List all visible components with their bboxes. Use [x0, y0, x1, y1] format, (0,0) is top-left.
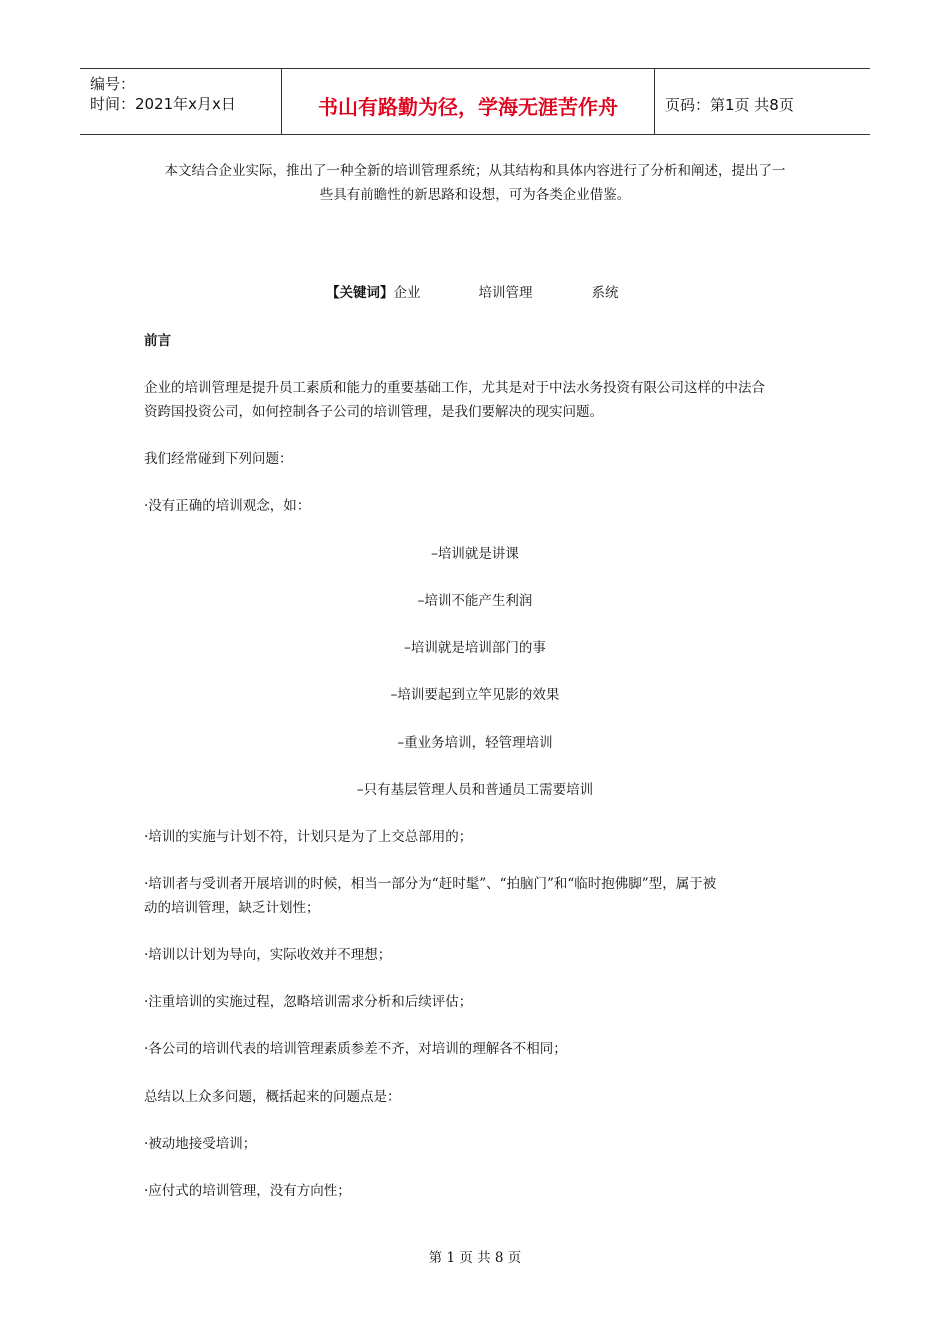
document-header — [80, 68, 870, 135]
header-motto: 书山有路勤为径，学海无涯苦作舟 — [318, 95, 618, 119]
sub-item: –重业务培训，轻管理培训 — [397, 735, 553, 751]
sub-item: –培训就是讲课 — [431, 546, 519, 562]
keyword-item: 培训管理 — [478, 285, 533, 301]
intro-line-2: 资跨国投资公司，如何控制各子公司的培训管理，是我们要解决的现实问题。 — [144, 404, 603, 420]
document-number-label: 编号： — [90, 75, 136, 93]
keyword-item: 企业 — [393, 285, 421, 301]
keywords-label: 【关键词】 — [326, 285, 394, 301]
bullet-item: ·被动地接受培训； — [144, 1136, 257, 1152]
bullet-item: ·应付式的培训管理，没有方向性； — [144, 1183, 351, 1199]
keywords-line — [326, 281, 619, 305]
sub-item: –只有基层管理人员和普通员工需要培训 — [356, 782, 594, 798]
header-motto-cell — [281, 69, 655, 134]
bullet-item: ·没有正确的培训观念，如： — [144, 498, 311, 514]
sub-item: –培训就是培训部门的事 — [404, 640, 546, 656]
bullet-item: ·注重培训的实施过程，忽略培训需求分析和后续评估； — [144, 994, 473, 1010]
document-date-label: 时间：2021年x月x日 — [90, 95, 236, 113]
bullet-item-continuation: 动的培训管理，缺乏计划性； — [144, 900, 320, 916]
abstract-line-1: 本文结合企业实际，推出了一种全新的培训管理系统；从其结构和具体内容进行了分析和阐述，提出了一 — [164, 163, 786, 179]
bullet-item: ·培训的实施与计划不符，计划只是为了上交总部用的； — [144, 829, 473, 845]
bullet-item: ·各公司的培训代表的培训管理素质参差不齐，对培训的理解各不相同； — [144, 1041, 567, 1057]
intro-line-1: 企业的培训管理是提升员工素质和能力的重要基础工作，尤其是对于中法水务投资有限公司这样的中法合 — [144, 380, 765, 396]
keyword-item: 系统 — [591, 285, 619, 301]
header-page-cell — [655, 69, 870, 134]
bullet-item: ·培训者与受训者开展培训的时候，相当一部分为“赶时髦”、“拍脑门”和“临时抱佛脚”型，属于被 — [144, 876, 717, 892]
abstract-line-2: 些具有前瞻性的新思路和设想，可为各类企业借鉴。 — [319, 187, 631, 203]
sub-item: –培训不能产生利润 — [417, 593, 533, 609]
bullet-item: ·培训以计划为导向，实际收效并不理想； — [144, 947, 392, 963]
summary-lead: 总结以上众多问题，概括起来的问题点是： — [144, 1089, 401, 1105]
section-heading: 前言 — [144, 333, 171, 349]
problems-lead: 我们经常碰到下列问题： — [144, 451, 293, 467]
sub-item: –培训要起到立竿见影的效果 — [390, 687, 560, 703]
header-page-label: 页码：第1页 共8页 — [665, 96, 794, 114]
page-footer: 第 1 页 共 8 页 — [428, 1250, 522, 1266]
header-info-cell — [80, 69, 281, 134]
